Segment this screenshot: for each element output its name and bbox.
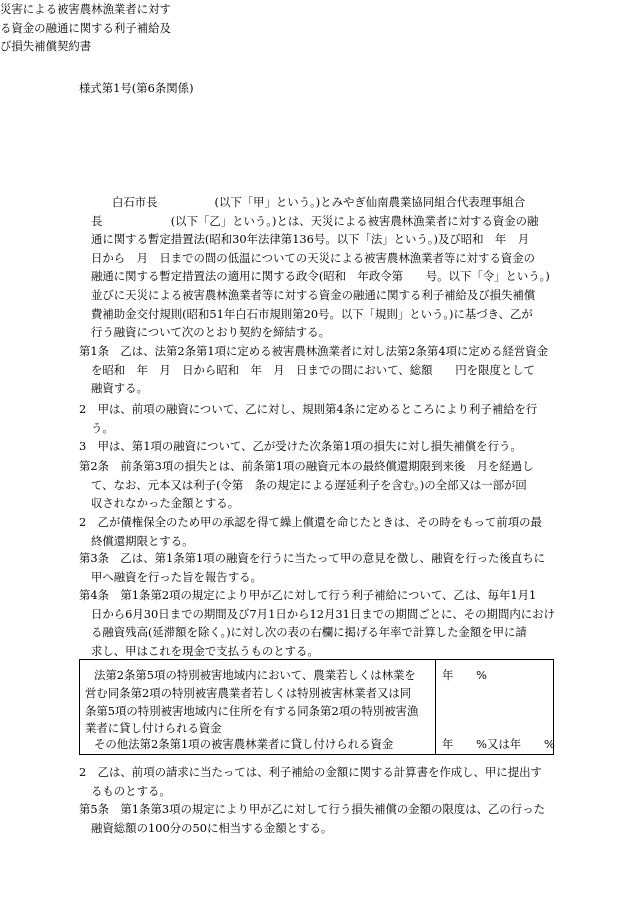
table-column-divider — [435, 660, 436, 754]
intro-line: 並びに天災による被害農林漁業者等に対する資金の融通に関する利子補給及び損失補償 — [91, 287, 536, 302]
intro-paragraph — [79, 193, 549, 342]
article-line: う。 — [91, 420, 114, 435]
title-line: 災害による被害農林漁業者に対す — [0, 2, 171, 16]
article-line: 第3条 乙は、第1条第1項の融資を行うに当たって甲の意見を徴し、融資を行った後直ちに — [79, 551, 545, 565]
intro-line: 通に関する暫定措置法(昭和30年法律第136号。以下「法」という。)及び昭和 年 月 — [91, 232, 530, 247]
article-line: 第2条 前条第3項の損失とは、前条第1項の融資元本の最終償還期限到来後 月を経過し — [79, 459, 534, 473]
article-line: を昭和 年 月 日から昭和 年 月 日までの間において、総額 円を限度として — [91, 362, 536, 377]
intro-line: 長 (以下「乙」という。)とは、天災による被害農林漁業者に対する資金の融 — [91, 213, 539, 228]
article-line: 融資する。 — [91, 381, 148, 396]
article-line: 終償還期限とする。 — [91, 533, 194, 548]
article-line: 2 甲は、前項の融資について、乙に対し、規則第4条に定めるところにより利子補給を行 — [79, 402, 538, 416]
article-1-paragraph-2 — [79, 400, 549, 437]
table-row-1-text: 条第5項の特別被害地域内に住所を有する同条第2項の特別被害漁 — [85, 704, 419, 718]
document-title — [0, 0, 630, 56]
interest-rate-table — [79, 659, 554, 755]
article-line: 3 甲は、第1項の融資について、乙が受けた次条第1項の損失に対し損失補償を行う。 — [79, 439, 522, 453]
article-line: 融資総額の100分の50に相当する金額とする。 — [91, 820, 333, 835]
article-2-paragraph-2 — [79, 513, 549, 550]
table-row-1-text: 業者に貸し付けられる資金 — [85, 721, 222, 735]
table-row-1-text: 営む同条第2項の特別被害農業者若しくは特別被害林業者又は同 — [85, 686, 412, 700]
article-1-paragraph-3 — [79, 437, 549, 456]
table-row-2-text: その他法第2条第1項の被害農林業者に貸し付けられる資金 — [94, 737, 394, 751]
title-line: び損失補償契約書 — [0, 39, 92, 54]
intro-line: 費補助金交付規則(昭和51年白石市規則第20号。以下「規則」という。)に基づき、乙が — [91, 306, 533, 321]
article-line: 甲へ融資を行った旨を報告する。 — [91, 569, 262, 584]
table-row-1-rate: 年 % — [442, 668, 487, 682]
article-line: る融資残高(延滞額を除く。)に対し次の表の右欄に掲げる年率で計算した金額を甲に請 — [91, 625, 527, 640]
article-line: 第1条 乙は、法第2条第1項に定める被害農林漁業者に対し法第2条第4項に定める経営資金 — [79, 344, 549, 358]
article-4-paragraph-2 — [79, 763, 549, 800]
article-4 — [79, 586, 555, 660]
article-line: るものとする。 — [91, 783, 171, 798]
intro-line: 白石市長 (以下「甲」という。)とみやぎ仙南農業協同組合代表理事組合 — [112, 195, 526, 209]
article-5 — [79, 800, 549, 837]
article-line: 第5条 第1条第3項の規定により甲が乙に対して行う損失補償の金額の限度は、乙の行った — [79, 802, 545, 816]
article-line: 収されなかった金額とする。 — [91, 496, 240, 511]
article-3 — [79, 549, 549, 586]
title-line: る資金の融通に関する利子補給及 — [0, 20, 171, 35]
article-line: 第4条 第1条第2項の規定により甲が乙に対して行う利子補給について、乙は、毎年1月1 — [79, 588, 537, 602]
intro-line: 日から 月 日までの間の低温についての天災による被害農林漁業者等に対する資金の — [91, 250, 536, 265]
article-line: 求し、甲はこれを現金で支払うものとする。 — [91, 643, 319, 658]
article-line: て、なお、元本又は利子(令第 条の規定による遅延利子を含む。)の全部又は一部が回 — [91, 477, 527, 492]
article-2 — [79, 457, 549, 513]
article-1 — [79, 342, 549, 398]
article-line: 2 乙が債権保全のため甲の承認を得て繰上償還を命じたときは、その時をもって前項の最 — [79, 515, 542, 529]
table-row-1-text: 法第2条第5項の特別被害地域内において、農業若しくは林業を — [94, 668, 416, 682]
article-line: 2 乙は、前項の請求に当たっては、利子補給の金額に関する計算書を作成し、甲に提出す — [79, 765, 542, 779]
form-number-label: 様式第1号(第6条関係) — [79, 81, 194, 95]
intro-line: 融通に関する暫定措置法の適用に関する政令(昭和 年政令第 号。以下「令」という。) — [91, 269, 550, 284]
intro-line: 行う融資について次のとおり契約を締結する。 — [91, 325, 330, 340]
table-row-2-rate: 年 %又は年 % — [442, 737, 555, 751]
article-line: 日から6月30日までの期間及び7月1日から12月31日までの期間ごとに、その期間内におけ — [91, 606, 555, 621]
